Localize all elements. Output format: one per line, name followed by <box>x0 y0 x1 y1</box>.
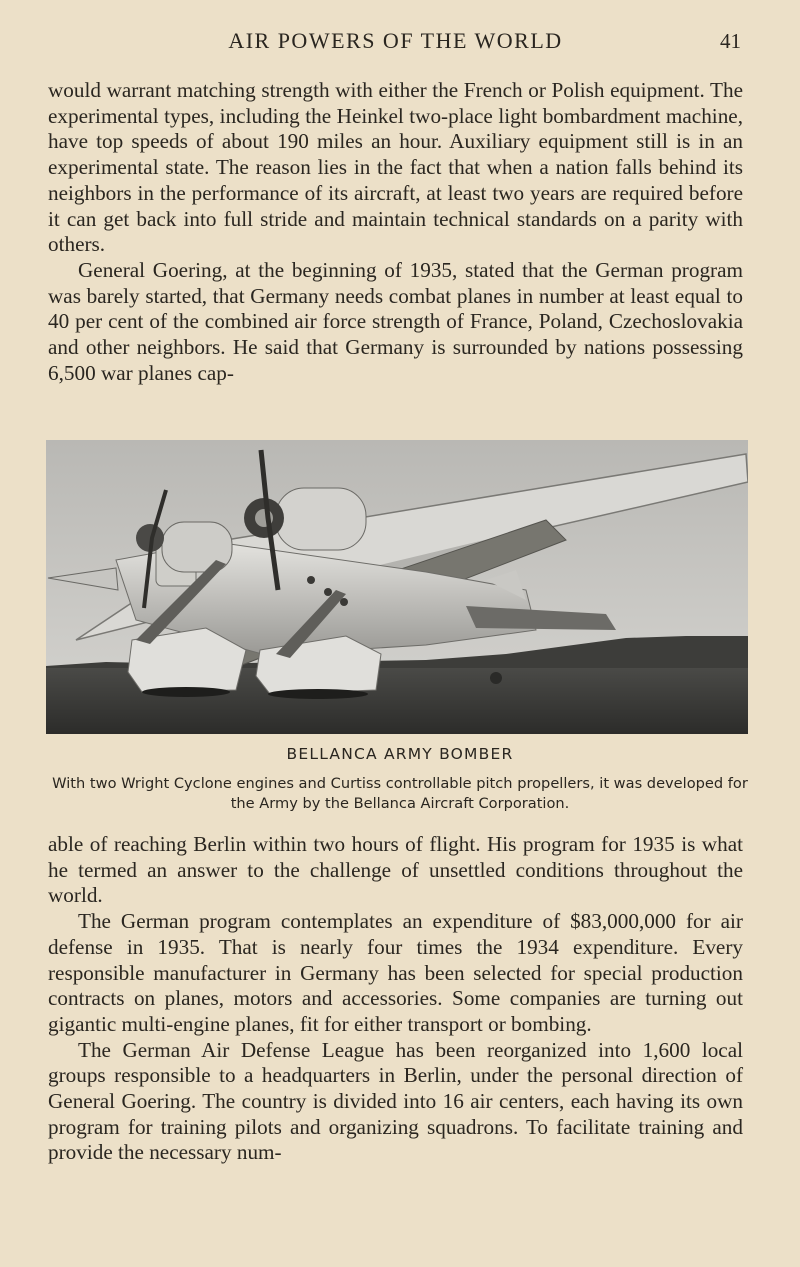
running-title: AIR POWERS OF THE WORLD <box>228 28 563 53</box>
page-number: 41 <box>720 29 741 53</box>
bomber-photograph <box>46 440 748 734</box>
paragraph: The German Air Defense League has been reorganized into 1,600 local groups responsible to a headquarters in Berlin, under the personal direction of General Goering. The country is divided into 16 air centers, each having its own program for training pilots and organizing squadrons. To facilitate training and provide the necessary num- <box>48 1037 743 1165</box>
body-text-bottom <box>48 832 743 1166</box>
body-text-top <box>48 78 743 386</box>
paragraph: General Goering, at the beginning of 1935, stated that the German program was barely started, that Germany needs combat planes in number at least equal to 40 per cent of the combined air force strength of France, Poland, Czechoslovakia and other neighbors. He said that Germany is surrounded by nations possessing 6,500 war planes cap- <box>48 257 743 385</box>
paragraph: able of reaching Berlin within two hours of flight. His program for 1935 is what he termed an answer to the challenge of unsettled conditions throughout the world. <box>48 832 743 908</box>
paragraph: The German program contemplates an expenditure of $83,000,000 for air defense in 1935. That is nearly four times the 1934 expenditure. Every responsible manufacturer in Germany has been selected for special production contracts on planes, motors and accessories. Some companies are turning out gigantic multi-engine planes, fit for either transport or bombing. <box>48 909 743 1036</box>
figure-caption-title: BELLANCA ARMY BOMBER <box>286 745 514 763</box>
paragraph: would warrant matching strength with either the French or Polish equipment. The experimental types, including the Heinkel two-place light bombardment machine, have top speeds of about 190 miles an hour. Auxiliary equipment still is in an experimental state. The reason lies in the fact that when a nation falls behind its neighbors in the performance of its aircraft, at least two years are required before it can get back into full stride and maintain technical standards on a parity with others. <box>48 78 743 257</box>
figure-caption-text: With two Wright Cyclone engines and Curtiss controllable pitch propellers, it was developed for the Army by the Bellanca Aircraft Corporation. <box>52 775 748 812</box>
running-head <box>48 26 743 56</box>
